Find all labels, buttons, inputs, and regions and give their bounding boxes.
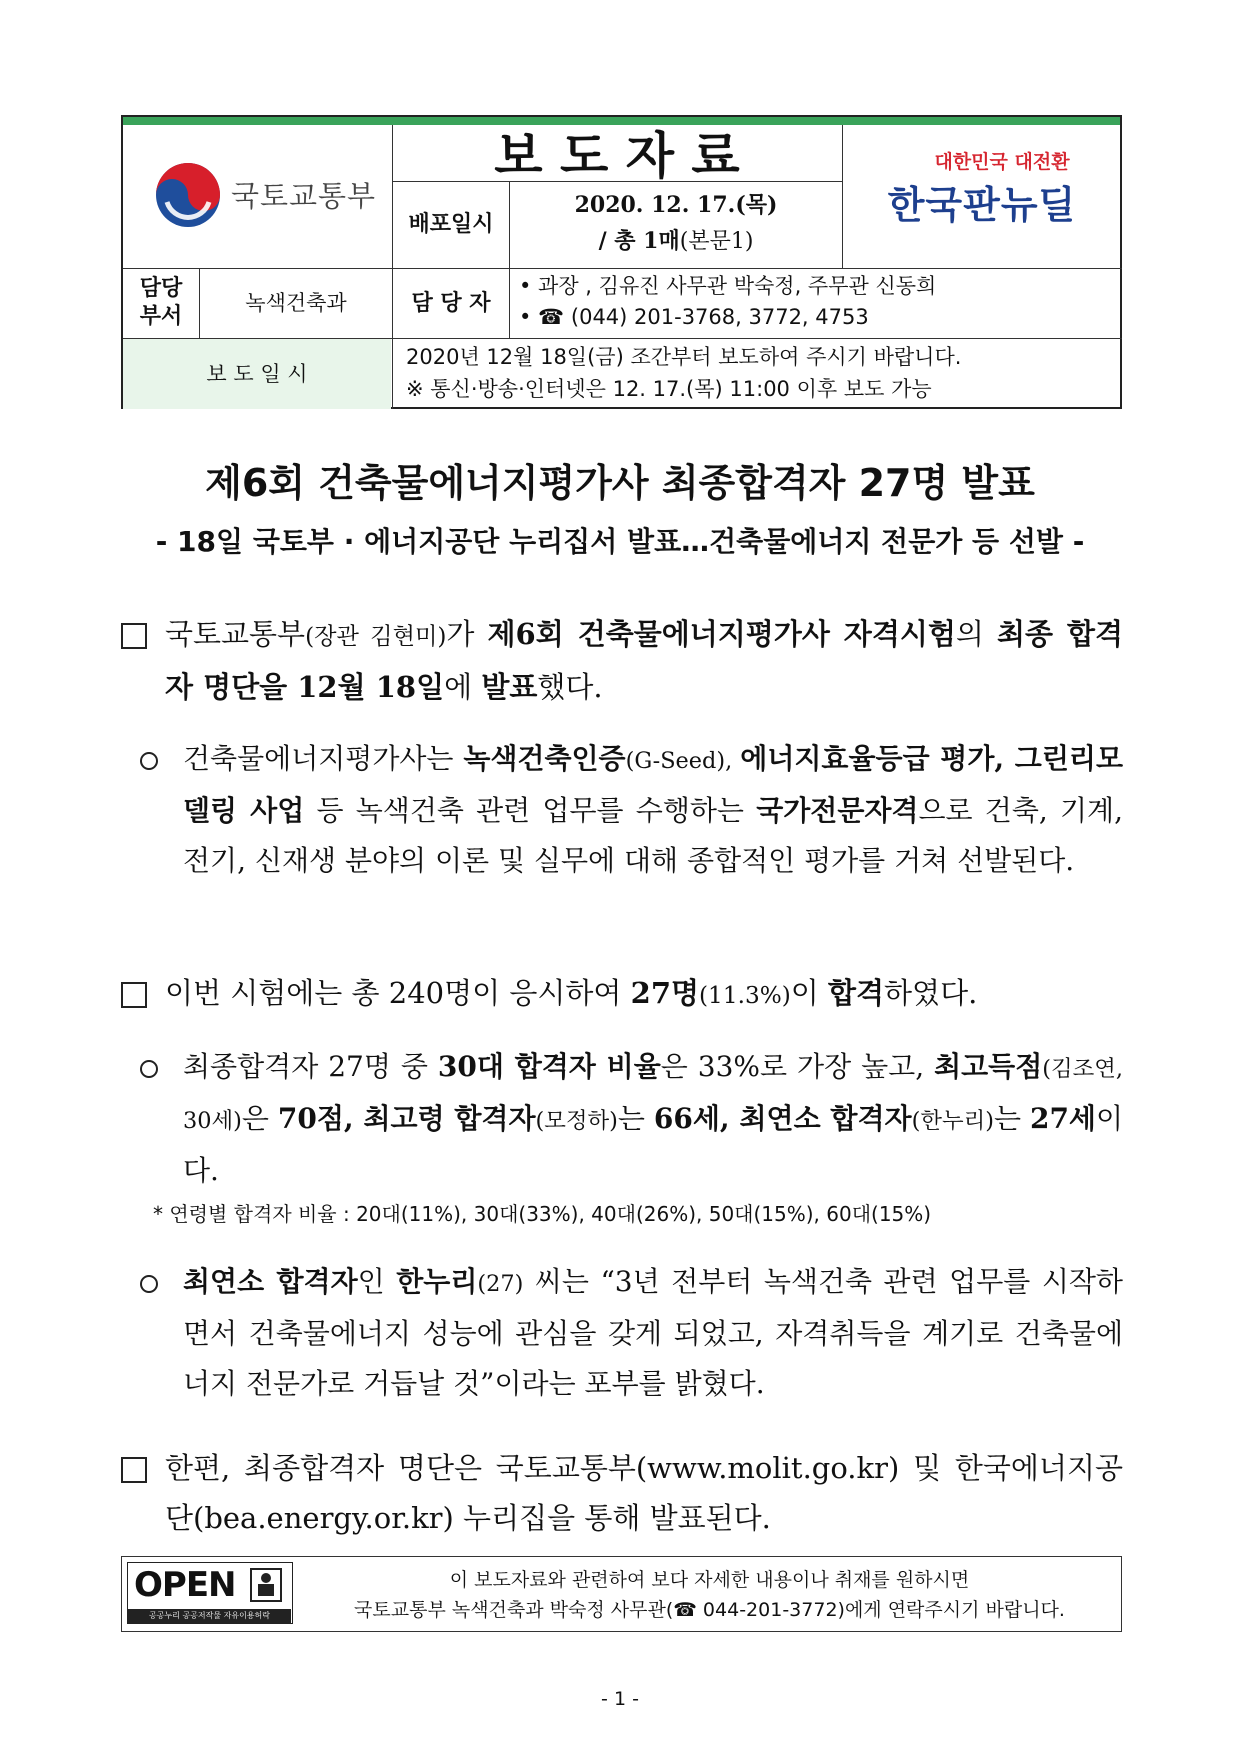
text: 하였다. xyxy=(884,976,978,1010)
press-date-label: 보 도 일 시 xyxy=(123,339,391,409)
press-date-line2: ※ 통신·방송·인터넷은 12. 17.(목) 11:00 이후 보도 가능 xyxy=(406,377,932,401)
text: (모정하) xyxy=(535,1108,618,1134)
text: (김조연, 30세) xyxy=(183,1056,1124,1134)
text: 가 xyxy=(446,617,488,651)
paragraph-qualification xyxy=(183,734,1123,886)
contact-info xyxy=(519,271,1119,333)
contact-names: • 과장 , 김유진 사무관 박숙정, 주무관 신동희 xyxy=(519,274,937,298)
text: 최고득점 xyxy=(934,1050,1043,1083)
text: 국토교통부 xyxy=(165,617,306,651)
text: 인 xyxy=(357,1265,397,1298)
paragraph-results xyxy=(165,968,1123,1021)
text: 합격 xyxy=(828,976,885,1010)
text: 에 xyxy=(444,670,482,704)
dept-label: 담당 부서 xyxy=(139,275,183,329)
text: 의 xyxy=(955,617,997,651)
contact-phone: • ☎ (044) 201-3768, 3772, 4753 xyxy=(519,305,869,329)
text: 등 녹색건축 관련 업무를 수행하는 xyxy=(304,794,757,827)
text: 는 xyxy=(617,1102,654,1135)
text: 30대 합격자 비율 xyxy=(437,1050,661,1083)
text: (27) xyxy=(477,1271,524,1297)
paragraph-statistics xyxy=(183,1042,1123,1196)
square-bullet-icon xyxy=(121,1457,147,1483)
text: 최연소 합격자 xyxy=(183,1265,358,1298)
footer-line2: 국토교통부 녹색건축과 박숙정 사무관(☎ 044-201-3772)에게 연락주시기 바랍니다. xyxy=(354,1599,1065,1621)
text: 에너지효율등급 평가, 그린리모델링 사업 xyxy=(183,742,1123,827)
press-date-info xyxy=(406,341,1118,405)
paragraph-publication: 한편, 최종합격자 명단은 국토교통부(www.molit.go.kr) 및 한국에너지공단(bea.energy.or.kr) 누리집을 통해 발표된다. xyxy=(165,1451,1123,1535)
text: 으로 건축, 기계, 전기, 신재생 분야의 이론 및 실무에 대해 종합적인 평가를 거쳐 선발된다. xyxy=(183,794,1123,877)
text: 최종 합격자 명단을 12월 18일 xyxy=(165,617,1123,704)
slogan-top: 대한민국 대전환 xyxy=(934,151,1070,173)
age-ratio-note: * 연령별 합격자 비율 : 20대(11%), 30대(33%), 40대(26%), 50대(15%), 60대(15%) xyxy=(153,1202,932,1226)
divider xyxy=(509,181,510,268)
text: 는 xyxy=(993,1102,1030,1135)
text: 66세, 최연소 합격자 xyxy=(653,1102,912,1135)
square-bullet-icon xyxy=(121,982,147,1008)
press-date-line1: 2020년 12월 18일(금) 조간부터 보도하여 주시기 바랍니다. xyxy=(406,345,962,369)
release-date: 2020. 12. 17.(목) xyxy=(574,192,778,218)
contact-label: 담 당 자 xyxy=(411,290,491,316)
doc-type-title: 보 도 자 료 xyxy=(494,127,740,185)
text: 은 xyxy=(241,1102,278,1135)
ministry-logo xyxy=(147,152,387,242)
slogan-main: 한국판뉴딜 xyxy=(887,183,1077,227)
headline: 제6회 건축물에너지평가사 최종합격자 27명 발표 xyxy=(205,461,1035,505)
text: 건축물에너지평가사는 xyxy=(183,742,464,775)
page-count: / 총 1매 xyxy=(598,228,680,254)
new-deal-logo xyxy=(844,147,1120,229)
divider xyxy=(842,125,843,268)
text: (장관 김현미) xyxy=(305,623,447,650)
text: 이다. xyxy=(183,1102,1124,1187)
taegeuk-emblem-icon xyxy=(153,160,223,230)
subheadline: - 18일 국토부 · 에너지공단 누리집서 발표…건축물에너지 전문가 등 선발 - xyxy=(155,525,1085,558)
square-bullet-icon xyxy=(121,623,147,649)
text: 녹색건축인증 xyxy=(463,742,626,775)
text: 이 xyxy=(790,976,829,1010)
divider xyxy=(509,268,510,338)
footer-line1: 이 보도자료와 관련하여 보다 자세한 내용이나 취재를 원하시면 xyxy=(449,1569,970,1591)
attribution-icon xyxy=(250,1568,282,1602)
text: 27명 xyxy=(630,976,700,1010)
circle-bullet-icon xyxy=(140,752,158,770)
open-logo-caption: 공공누리 공공저작물 자유이용허락 xyxy=(128,1609,291,1623)
press-release-header xyxy=(121,115,1122,409)
text: 최종합격자 27명 중 xyxy=(183,1050,438,1083)
page-count-note: (본문1) xyxy=(679,229,754,254)
text: (한누리) xyxy=(911,1108,994,1134)
contact-footer xyxy=(121,1556,1122,1632)
text: (11.3%) xyxy=(699,982,791,1009)
dept-value: 녹색건축과 xyxy=(245,291,347,315)
paragraph-youngest xyxy=(183,1257,1123,1409)
text: 은 33%로 가장 높고, xyxy=(660,1050,935,1083)
open-logo-text: OPEN xyxy=(134,1565,236,1605)
text: 70점, 최고령 합격자 xyxy=(277,1102,536,1135)
circle-bullet-icon xyxy=(140,1060,158,1078)
text: 이번 시험에는 총 240명이 응시하여 xyxy=(165,976,631,1010)
text: 발표 xyxy=(481,670,538,704)
text: 씨는 “3년 전부터 녹색건축 관련 업무를 시작하면서 건축물에너지 성능에 관심을 갖게 되었고, 자격취득을 계기로 건축물에너지 전문가로 거듭날 것”이라는 포부를 밝혔다. xyxy=(183,1265,1123,1400)
text: 국가전문자격 xyxy=(756,794,919,827)
release-info xyxy=(511,187,841,260)
header-accent-bar xyxy=(123,117,1120,125)
divider xyxy=(199,268,200,338)
paragraph-announcement xyxy=(165,609,1123,712)
divider xyxy=(392,125,393,268)
text: 제6회 건축물에너지평가사 자격시험 xyxy=(487,617,956,651)
release-label: 배포일시 xyxy=(408,211,494,237)
footer-contact-text xyxy=(302,1565,1117,1625)
text: (G-Seed), xyxy=(625,748,741,774)
text: 했다. xyxy=(537,670,603,704)
ministry-name: 국토교통부 xyxy=(231,179,377,213)
text: 한누리 xyxy=(396,1265,478,1298)
circle-bullet-icon xyxy=(140,1275,158,1293)
page-number: - 1 - xyxy=(601,1688,639,1710)
text: 27세 xyxy=(1029,1102,1096,1135)
open-license-logo xyxy=(127,1562,293,1624)
